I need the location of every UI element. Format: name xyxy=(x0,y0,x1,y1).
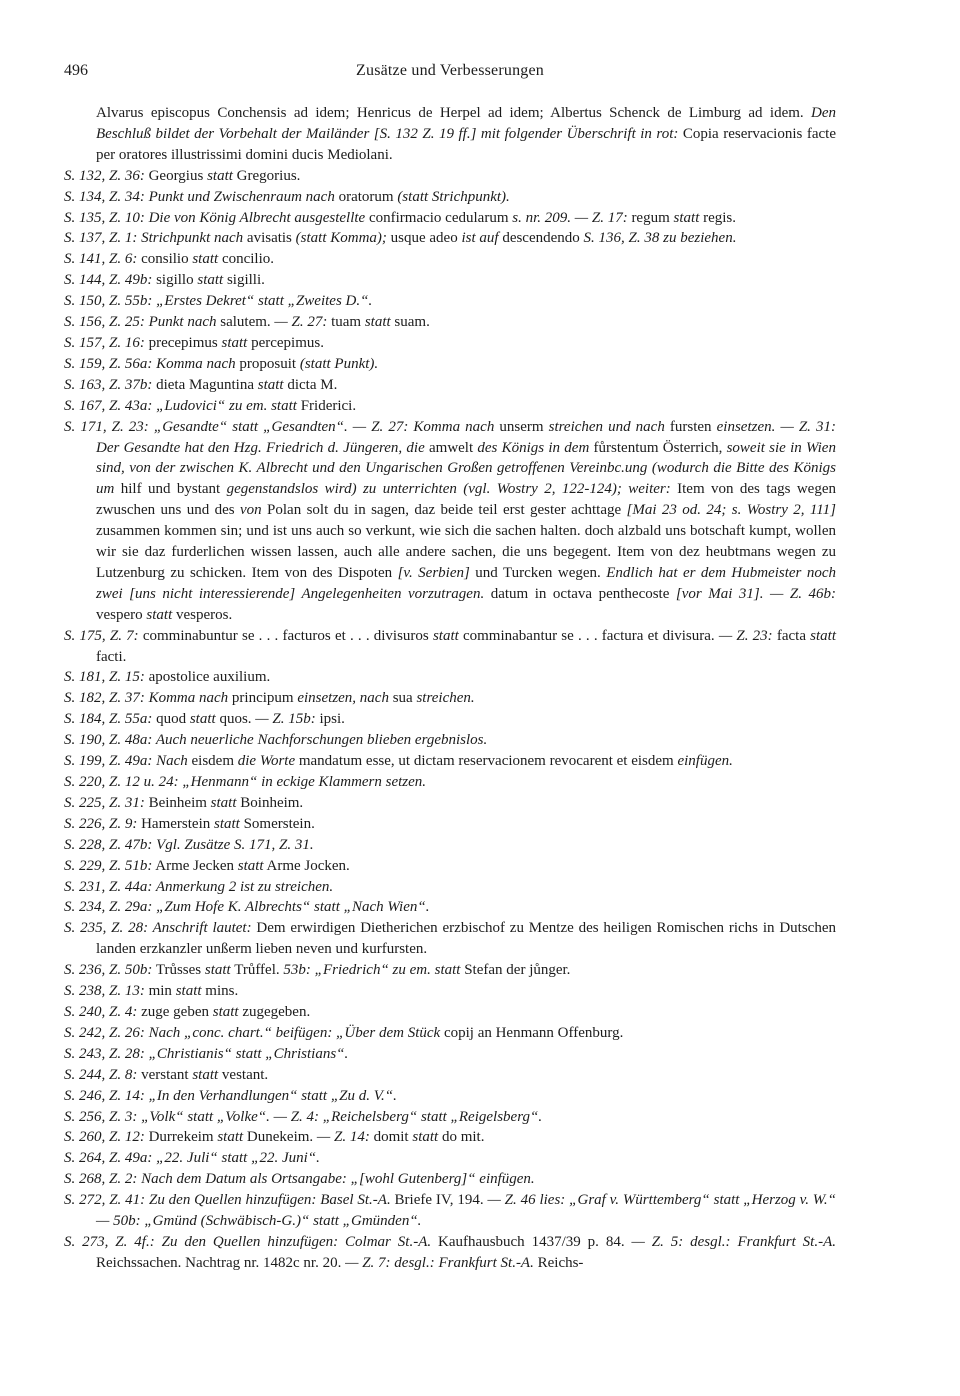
correction-entry xyxy=(64,793,836,814)
correction-entry xyxy=(64,1127,836,1148)
text-segment: vestant. xyxy=(218,1066,269,1083)
italic-text: S. 175, Z. 7: xyxy=(64,627,139,644)
text-segment: sua xyxy=(388,690,417,707)
italic-text: S. 134, Z. 34: Punkt und Zwischenraum nach xyxy=(64,188,335,205)
correction-entry xyxy=(64,856,836,877)
italic-text: S. 225, Z. 31: xyxy=(64,794,145,811)
correction-entry xyxy=(64,1190,836,1232)
text-segment: Kaufhausbuch 1437/39 p. 84. xyxy=(431,1233,632,1250)
text-segment: Somerstein. xyxy=(239,815,315,832)
italic-text: S. 181, Z. 15: xyxy=(64,669,145,686)
italic-text: s. nr. 209. — Z. 17: xyxy=(512,209,628,226)
text-segment: mandatum esse, ut dictam reservacionem revocarent et eisdem xyxy=(295,753,678,770)
italic-text: S. 132, Z. 36: xyxy=(64,167,145,184)
text-segment: usque adeo xyxy=(386,230,462,247)
text-segment: precepimus xyxy=(144,334,222,351)
italic-text: S. 242, Z. 26: Nach „conc. chart.“ beifügen: „Über dem Stück xyxy=(64,1024,441,1041)
italic-text: S. 141, Z. 6: xyxy=(64,251,138,268)
correction-entry xyxy=(64,751,836,772)
text-segment: Reichssachen. Nachtrag nr. 1482c nr. 20. xyxy=(96,1254,346,1271)
text-segment: fůrstentum Österrich, xyxy=(589,439,727,456)
text-segment: sigilli. xyxy=(223,272,265,289)
italic-text: statt xyxy=(146,606,173,623)
italic-text: statt xyxy=(175,983,202,1000)
correction-entry xyxy=(64,375,836,396)
italic-text: statt xyxy=(213,815,240,832)
italic-text: von xyxy=(240,502,262,519)
text-segment: amwelt xyxy=(424,439,478,456)
correction-entry xyxy=(64,249,836,270)
italic-text: S. 136, Z. 38 zu beziehen. xyxy=(583,230,737,247)
text-segment: Beinheim xyxy=(144,794,211,811)
correction-entry xyxy=(64,772,836,793)
italic-text: S. 228, Z. 47b: Vgl. Zusätze S. 171, Z. 31. xyxy=(64,836,314,853)
italic-text: S. 243, Z. 28: „Christianis“ statt „Christians“. xyxy=(64,1045,349,1062)
text-segment: Item von des tags wegen zwuschen uns und des xyxy=(96,481,836,519)
italic-text: S. 264, Z. 49a: „22. Juli“ statt „22. Juni“. xyxy=(64,1150,320,1167)
text-segment: verstant xyxy=(137,1066,193,1083)
text-segment: Stefan der jůnger. xyxy=(460,962,571,979)
italic-text: statt xyxy=(192,1066,219,1083)
text-segment: unserm xyxy=(494,418,549,435)
italic-text: statt xyxy=(432,627,459,644)
italic-text: (statt Komma); xyxy=(295,230,387,247)
italic-text: S. 171, Z. 23: „Gesandte“ statt „Gesandten“. — Z. 27: Komma nach xyxy=(64,418,495,435)
italic-text: S. 226, Z. 9: xyxy=(64,815,138,832)
italic-text: — Z. 5: desgl.: Frankfurt St.-A. xyxy=(631,1233,836,1250)
text-segment: domit xyxy=(369,1129,413,1146)
italic-text: (statt Punkt). xyxy=(299,355,379,372)
italic-text: — Z. 14: xyxy=(316,1129,370,1146)
italic-text: S. 236, Z. 50b: xyxy=(64,962,153,979)
text-segment: ipsi. xyxy=(315,711,345,728)
text-segment: fursten xyxy=(664,418,717,435)
text-segment: tuam xyxy=(327,314,365,331)
correction-entry xyxy=(64,709,836,730)
italic-text: einfügen. xyxy=(677,753,733,770)
italic-text: S. 234, Z. 29a: „Zum Hofe K. Albrechts“ statt „Nach Wien“. xyxy=(64,899,430,916)
italic-text: statt xyxy=(212,1003,239,1020)
running-title: Zusätze und Verbesserungen xyxy=(356,62,544,79)
correction-entry xyxy=(64,730,836,751)
text-segment: consilio xyxy=(137,251,193,268)
italic-text: gegenstandslos wird) zu unterrichten (vgl. Wostry 2, 122-124); weiter: xyxy=(226,481,671,498)
correction-entry xyxy=(64,1232,836,1274)
text-segment: zugegeben. xyxy=(238,1003,311,1020)
correction-entry xyxy=(64,312,836,333)
italic-text: S. 184, Z. 55a: xyxy=(64,711,153,728)
text-segment: regum xyxy=(627,209,674,226)
italic-text: (statt Strichpunkt). xyxy=(397,188,510,205)
text-segment: Arme Jecken xyxy=(152,857,238,874)
italic-text: Endlich hat er dem Hubmeister noch zwei [uns nicht interessierende] Angelegenheiten vorzutragen. xyxy=(96,564,836,602)
text-segment: percepimus. xyxy=(247,334,324,351)
text-segment: Alvarus episcopus Conchensis ad idem; Henricus de Herpel ad idem; Albertus Schenck de Limburg ad idem. xyxy=(96,105,811,121)
text-segment: und Turcken wegen. xyxy=(469,564,607,581)
correction-entry xyxy=(64,960,836,981)
text-segment: comminabuntur se . . . facturos et . . . divisuros xyxy=(138,627,433,644)
text-segment: Briefe IV, 194. xyxy=(390,1192,488,1209)
italic-text: S. 246, Z. 14: „In den Verhandlungen“ statt „Zu d. V.“. xyxy=(64,1087,397,1104)
text-segment: dicta M. xyxy=(283,376,338,393)
italic-text: statt xyxy=(204,962,231,979)
text-segment: principum xyxy=(228,690,298,707)
italic-text: S. 182, Z. 37: Komma nach xyxy=(64,690,229,707)
correction-entry xyxy=(64,981,836,1002)
text-segment: Dem erwirdigen Dietherichen erzbischof zu Mentze des heiligen Romischen richs in Dutschen landen erzkanzler unßerm lieben neven und kurfursten. xyxy=(96,920,836,958)
text-segment: vesperos. xyxy=(172,606,233,623)
italic-text: S. 235, Z. 28: Anschrift lautet: xyxy=(64,920,252,937)
correction-entry xyxy=(64,835,836,856)
correction-entry xyxy=(64,354,836,375)
text-segment: Trůffel. xyxy=(230,962,284,979)
text-segment: hilf und bystant xyxy=(114,481,227,498)
correction-entry xyxy=(64,897,836,918)
italic-text: statt xyxy=(189,711,216,728)
text-segment: Dunekeim. xyxy=(243,1129,317,1146)
italic-text: S. 150, Z. 55b: „Erstes Dekret“ statt „Zweites D.“. xyxy=(64,293,373,310)
italic-text: — Z. 15b: xyxy=(255,711,316,728)
italic-text: — Z. 46 lies: „Graf v. Württemberg“ statt „Herzog v. W.“ — 50b: „Gmünd (Schwäbisch-G.)“ statt „Gmünden“. xyxy=(96,1192,837,1230)
correction-entry xyxy=(64,228,836,249)
italic-text: S. 156, Z. 25: Punkt nach xyxy=(64,314,217,331)
italic-text: einsetzen, nach xyxy=(297,690,389,707)
correction-entry xyxy=(64,918,836,960)
italic-text: S. 137, Z. 1: Strichpunkt nach xyxy=(64,230,244,247)
italic-text: statt xyxy=(192,251,219,268)
italic-text: statt xyxy=(197,272,224,289)
correction-entry xyxy=(64,1002,836,1023)
italic-text: S. 199, Z. 49a: Nach xyxy=(64,753,188,770)
text-segment: Boinheim. xyxy=(236,794,304,811)
italic-text: S. 220, Z. 12 u. 24: „Henmann“ in eckige Klammern setzen. xyxy=(64,774,427,790)
correction-entry xyxy=(64,417,836,626)
text-segment: Copia reservacionis facte per oratores illustrissimi domini ducis Mediolani. xyxy=(96,125,836,163)
italic-text: [vor Mai 31]. — Z. 46b: xyxy=(675,585,836,602)
correction-entry xyxy=(64,1023,836,1044)
correction-entry xyxy=(64,626,836,668)
italic-text: — Z. 23: xyxy=(718,627,773,644)
text-segment: sigillo xyxy=(152,272,198,289)
italic-text: des Königs in dem xyxy=(477,439,590,456)
italic-text: ist auf xyxy=(461,230,499,247)
text-segment: min xyxy=(144,983,176,1000)
correction-entry xyxy=(64,396,836,417)
text-segment: do mit. xyxy=(438,1129,485,1146)
italic-text: statt xyxy=(257,376,284,393)
italic-text: S. 231, Z. 44a: Anmerkung 2 ist zu streichen. xyxy=(64,878,334,895)
italic-text: — Z. 27: xyxy=(274,314,328,331)
correction-entry xyxy=(64,187,836,208)
italic-text: [Mai 23 od. 24; s. Wostry 2, 111] xyxy=(626,502,836,519)
text-segment: confirmacio cedularum xyxy=(365,209,513,226)
correction-entry xyxy=(64,1044,836,1065)
correction-entry xyxy=(64,1086,836,1107)
italic-text: S. 244, Z. 8: xyxy=(64,1066,138,1083)
italic-text: S. 273, Z. 4f.: Zu den Quellen hinzufügen: Colmar St.-A. xyxy=(64,1233,432,1250)
italic-text: statt xyxy=(810,627,836,644)
italic-text: statt xyxy=(217,1129,244,1146)
italic-text: streichen. xyxy=(416,690,475,707)
correction-entry xyxy=(64,270,836,291)
text-segment: zuge geben xyxy=(137,1003,213,1020)
italic-text: S. 190, Z. 48a: Auch neuerliche Nachforschungen blieben ergebnislos. xyxy=(64,732,488,749)
text-segment: quos. xyxy=(215,711,256,728)
text-segment: Trůsses xyxy=(152,962,205,979)
text-segment: Georgius xyxy=(144,167,208,184)
text-segment: mins. xyxy=(201,983,239,1000)
italic-text: S. 229, Z. 51b: xyxy=(64,857,153,874)
italic-text: S. 240, Z. 4: xyxy=(64,1003,138,1020)
italic-text: S. 268, Z. 2: Nach dem Datum als Ortsangabe: „[wohl Gutenberg]“ einfügen. xyxy=(64,1171,535,1188)
correction-entry xyxy=(64,814,836,835)
correction-entry xyxy=(64,291,836,312)
italic-text: S. 272, Z. 41: Zu den Quellen hinzufügen: Basel St.-A. xyxy=(64,1192,391,1209)
text-segment: quod xyxy=(152,711,190,728)
text-segment: facta xyxy=(772,627,811,644)
text-segment: eisdem xyxy=(187,753,238,770)
italic-text: S. 260, Z. 12: xyxy=(64,1129,145,1146)
italic-text: statt xyxy=(237,857,264,874)
correction-entry xyxy=(64,333,836,354)
italic-text: statt xyxy=(207,167,233,184)
continuation-paragraph xyxy=(64,103,836,166)
correction-entry xyxy=(64,877,836,898)
italic-text: S. 256, Z. 3: „Volk“ statt „Volke“. — Z. 4: „Reichelsberg“ statt „Reigelsberg“. xyxy=(64,1108,543,1125)
correction-entry xyxy=(64,166,836,187)
text-segment: regis. xyxy=(699,209,737,226)
italic-text: statt xyxy=(364,314,391,331)
text-segment: zusammen kommen sin; und ist uns auch so verkunt, wie sich die sachen halten. doch alzbald uns botschaft kumpt, wollen wir sie daz furderlichen wissen lassen, auch alle andere sachen, die uns begegent. Item von dez heubtmans wegen zu Lutzenburg zu schicken. Item von des Dispoten xyxy=(96,523,836,581)
corrections-list xyxy=(64,103,836,1274)
text-segment: dieta Maguntina xyxy=(152,376,258,393)
text-segment: oratorum xyxy=(334,188,398,205)
italic-text: statt xyxy=(673,209,700,226)
text-segment: Arme Jocken. xyxy=(263,857,350,874)
text-segment: salutem. xyxy=(216,314,275,331)
text-segment: datum in octava penthecoste xyxy=(484,585,676,602)
correction-entry xyxy=(64,1169,836,1190)
italic-text: S. 144, Z. 49b: xyxy=(64,272,153,289)
text-segment: Reichs- xyxy=(533,1254,584,1271)
italic-text: streichen und nach xyxy=(548,418,665,435)
correction-entry xyxy=(64,208,836,229)
italic-text: die Worte xyxy=(237,753,296,770)
italic-text: S. 135, Z. 10: Die von König Albrecht ausgestellte xyxy=(64,209,366,226)
correction-entry xyxy=(64,1107,836,1128)
correction-entry xyxy=(64,1065,836,1086)
correction-entry xyxy=(64,688,836,709)
text-segment: Polan solt du in sagen, daz beide teil erst gester achttage xyxy=(261,502,627,519)
text-segment: concilio. xyxy=(218,251,275,268)
text-segment: proposuit xyxy=(235,355,300,372)
italic-text: — Z. 7: desgl.: Frankfurt St.-A. xyxy=(345,1254,534,1271)
italic-text: statt xyxy=(210,794,237,811)
page-header xyxy=(64,62,836,84)
text-segment: apostolice auxilium. xyxy=(144,669,271,686)
text-segment: vespero xyxy=(96,606,147,623)
italic-text: einsetzen. — Z. 31: Der Gesandte hat den Hzg. Friedrich d. Jüngeren, die xyxy=(96,418,836,456)
italic-text: statt xyxy=(221,334,248,351)
italic-text: statt xyxy=(412,1129,439,1146)
italic-text: S. 163, Z. 37b: xyxy=(64,376,153,393)
italic-text: S. 159, Z. 56a: Komma nach xyxy=(64,355,236,372)
text-segment: facti. xyxy=(96,648,127,665)
italic-text: S. 238, Z. 13: xyxy=(64,983,145,1000)
text-segment: suam. xyxy=(390,314,430,331)
text-segment: Gregorius. xyxy=(232,167,301,184)
text-segment: Friderici. xyxy=(296,397,357,414)
italic-text: S. 167, Z. 43a: „Ludovici“ zu em. statt xyxy=(64,397,297,414)
italic-text: 53b: „Friedrich“ zu em. statt xyxy=(283,962,461,979)
italic-text: Den Beschluß bildet der Vorbehalt der Mailänder [S. 132 Z. 19 ff.] mit folgender Überschrift in rot: xyxy=(96,105,836,142)
italic-text: S. 157, Z. 16: xyxy=(64,334,145,351)
correction-entry xyxy=(64,667,836,688)
text-segment: copij an Henmann Offenburg. xyxy=(440,1024,624,1041)
text-segment: comminabantur se . . . factura et divisura. xyxy=(458,627,719,644)
text-segment: Durrekeim xyxy=(144,1129,218,1146)
page-number: 496 xyxy=(64,62,88,79)
correction-entry xyxy=(64,1148,836,1169)
text-segment: Hamerstein xyxy=(137,815,214,832)
italic-text: soweit sie in Wien sind, von der zwischen K. Albrecht und den Ungarischen Großen getroffenen Vereinbc.ung (wodurch die Bitte des Königs um xyxy=(96,439,836,498)
italic-text: [v. Serbien] xyxy=(397,564,470,581)
text-segment: avisatis xyxy=(243,230,296,247)
text-segment: descendendo xyxy=(498,230,584,247)
